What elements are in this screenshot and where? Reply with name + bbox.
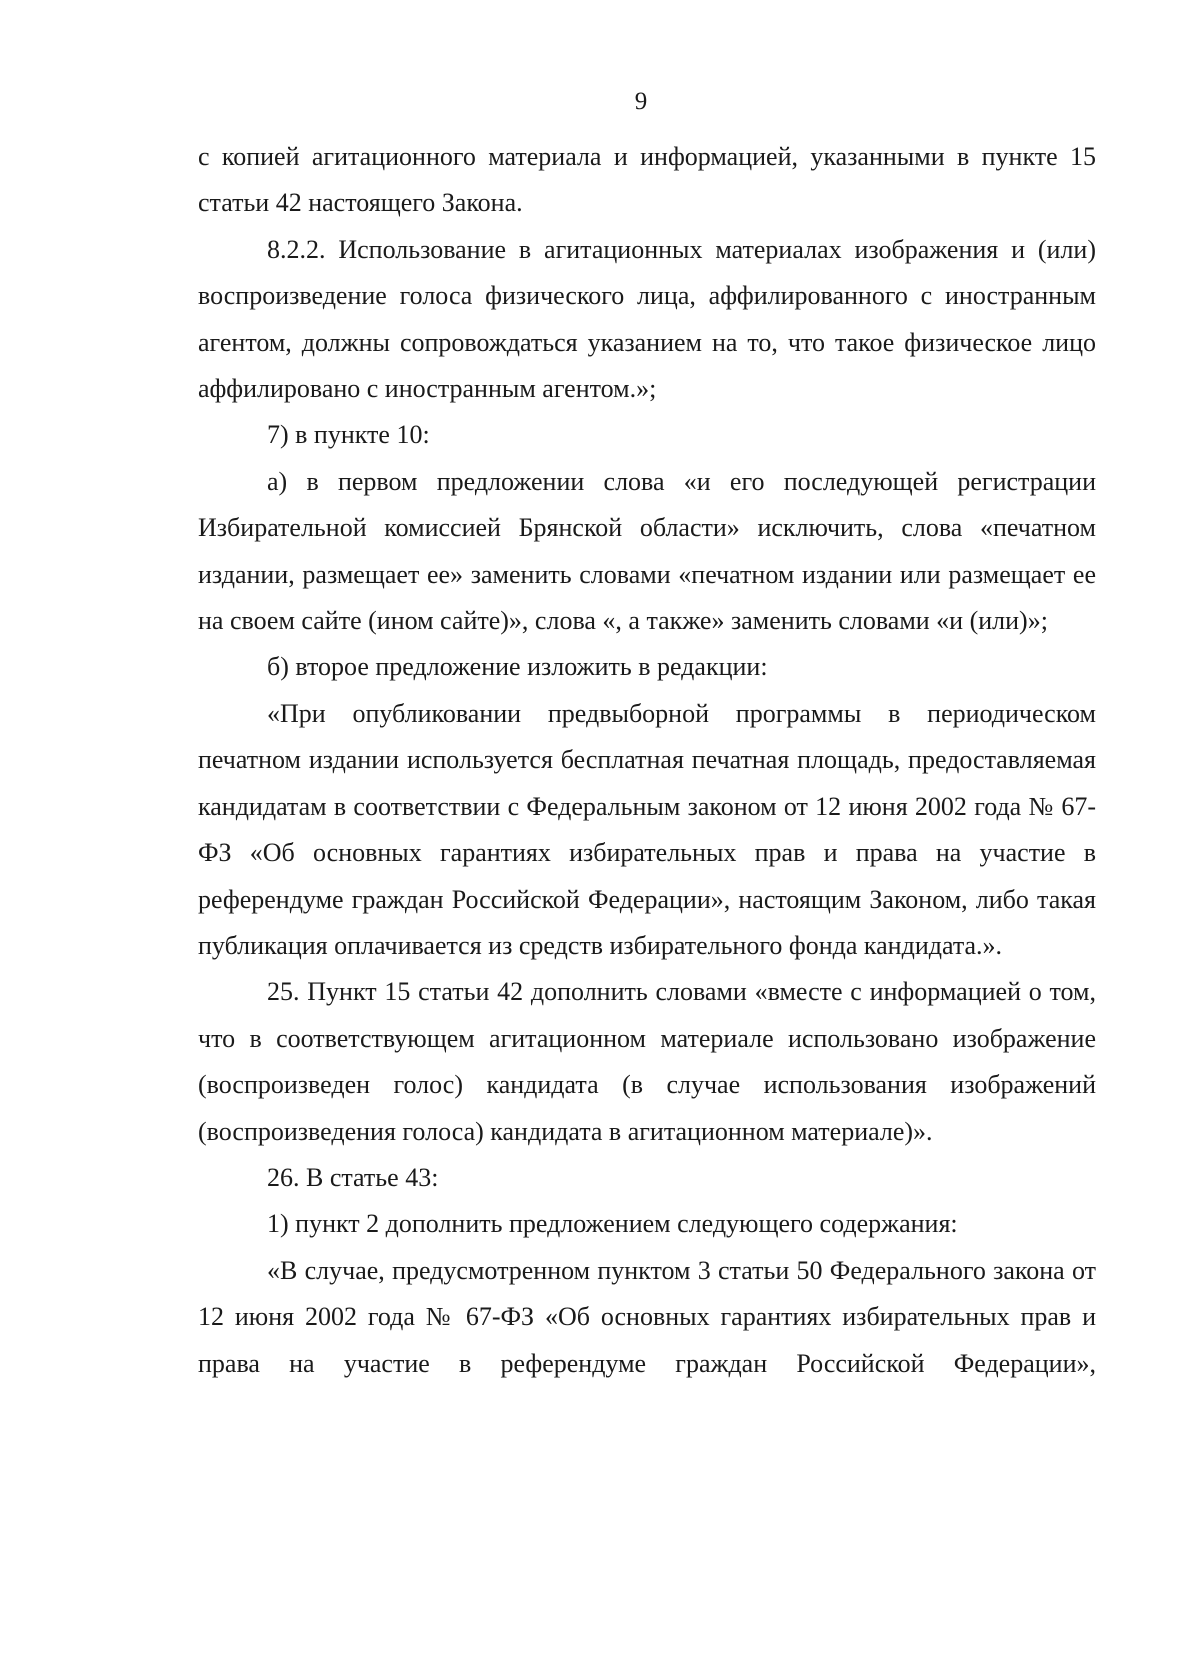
paragraph-item-a: а) в первом предложении слова «и его последующей регистрации Избирательной комиссией Брянской области» исключить, слова «печатном издании, размещает ее» заменить словами «печатном издании или размещает ее на своем сайте (ином сайте)», слова «, а также» заменить словами «и (или)»; xyxy=(198,466,1096,636)
paragraph-item-26: 26. В статье 43: xyxy=(267,1162,439,1192)
paragraph-item-26-1: 1) пункт 2 дополнить предложением следующего содержания: xyxy=(267,1209,958,1239)
paragraph-item-7: 7) в пункте 10: xyxy=(267,420,430,450)
document-body xyxy=(198,134,1096,1387)
page-number: 9 xyxy=(634,88,648,115)
paragraph-item-25: 25. Пункт 15 статьи 42 дополнить словами «вместе с информацией о том, что в соответствующем агитационном материале использовано изображение (воспроизведен голос) кандидата (в случае использования изображений (воспроизведения голоса) кандидата в агитационном материале)». xyxy=(198,977,1096,1146)
paragraph-quote-case: «В случае, предусмотренном пунктом 3 статьи 50 Федерального закона от 12 июня 2002 года № 67-ФЗ «Об основных гарантиях избирательных прав и права на участие в референдуме граждан Российской Федерации», xyxy=(198,1255,1096,1378)
paragraph-continuation: с копией агитационного материала и информацией, указанными в пункте 15 статьи 42 настоящего Закона. xyxy=(198,142,1096,218)
paragraph-8-2-2: 8.2.2. Использование в агитационных материалах изображения и (или) воспроизведение голоса физического лица, аффилированного с иностранным агентом, должны сопровождаться указанием на то, что такое физическое лицо аффилировано с иностранным агентом.»; xyxy=(198,234,1096,404)
paragraph-item-b: б) второе предложение изложить в редакции: xyxy=(267,652,768,682)
paragraph-quote-program: «При опубликовании предвыборной программы в периодическом печатном издании используется бесплатная печатная площадь, предоставляемая кандидатам в соответствии с Федеральным законом от 12 июня 2002 года № 67-ФЗ «Об основных гарантиях избирательных прав и права на участие в референдуме граждан Российской Федерации», настоящим Законом, либо такая публикация оплачивается из средств избирательного фонда кандидата.». xyxy=(198,698,1096,960)
